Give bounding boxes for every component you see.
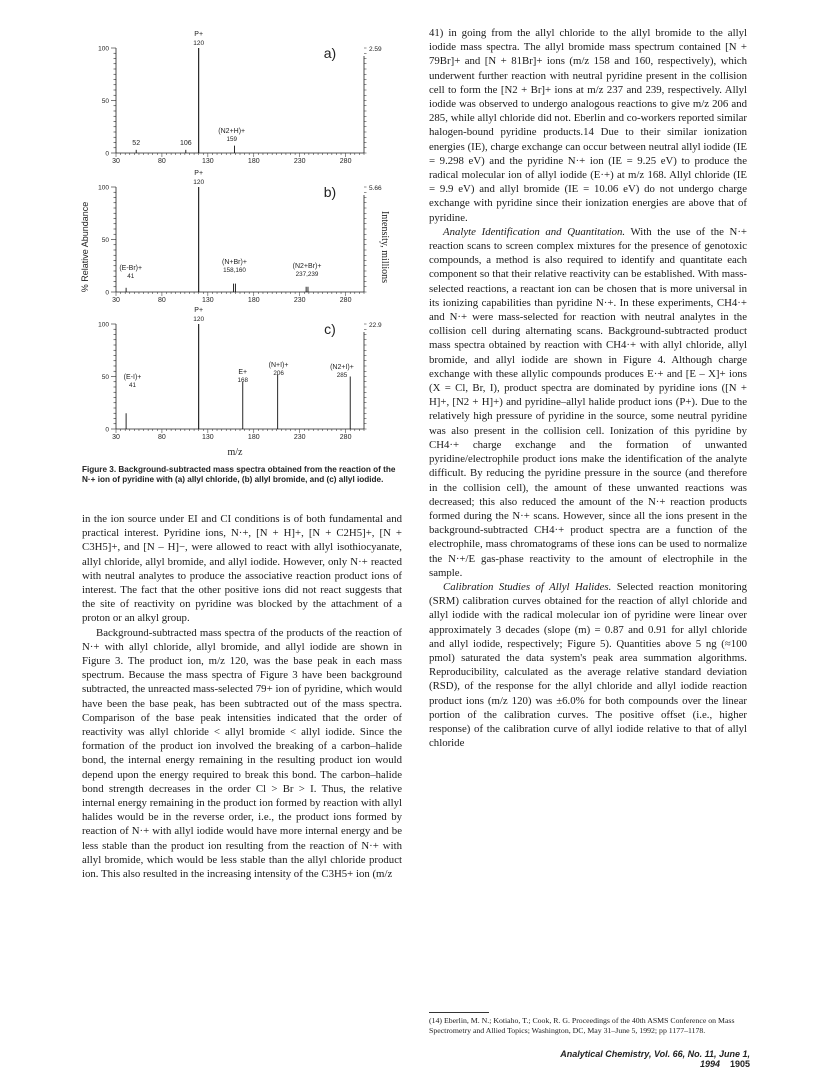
x-axis-label: m/z — [227, 447, 243, 458]
peak-annotation: (E-Br)+ — [119, 265, 143, 272]
x-tick-label: 180 — [247, 158, 260, 165]
peak-annotation: (N2+I)+ — [330, 364, 354, 371]
peak-annotation: (E-I)+ — [123, 374, 142, 381]
y-tick-label: 50 — [101, 237, 109, 244]
figure-caption: Figure 3. Background-subtracted mass spectra obtained from the reaction of the N·+ ion of pyridine with (a) allyl chloride, (b) allyl bromide, and (c) allyl iodide. — [82, 465, 396, 485]
x-tick-label: 130 — [202, 158, 214, 165]
paragraph — [429, 26, 747, 225]
panel-letter: a) — [323, 45, 337, 61]
y-axis-label: % Relative Abundance — [80, 201, 90, 293]
left-column — [82, 512, 402, 881]
peak-annotation: (N2+Br)+ — [292, 263, 322, 270]
y-tick-label: 50 — [101, 374, 109, 381]
y-tick-label: 100 — [98, 45, 109, 53]
x-tick-label: 280 — [339, 297, 352, 304]
figure-3 — [82, 22, 402, 462]
base-peak-label: P+ — [194, 31, 204, 38]
x-tick-label: 130 — [202, 297, 214, 304]
intensity-scale: 5.66 — [369, 185, 382, 192]
paragraph: in the ion source under EI and CI conditions is of both fundamental and practical interest. Pyridine ions, N·+, [N + H]+, [N + C2H5]+, [N + C3H5]+, and [N – H]−, were allowed to react with allyl isothiocyanate, allyl chloride, allyl bromide, and allyl iodide. However, only N·+ reacted with neutral analytes to produce the associative reaction product ions of interest. The fact that the other positive ions did not react suggests that the site of reactivity on pyridine was blocked by the attachment of a proton or an alkyl group. — [82, 513, 402, 625]
y-tick-label: 50 — [101, 98, 109, 105]
peak-annotation: (N2+H)+ — [218, 128, 246, 135]
page-number: 1905 — [729, 1059, 750, 1069]
x-tick-label: 80 — [158, 434, 166, 441]
base-peak-mz: 120 — [193, 40, 205, 47]
x-tick-label: 80 — [158, 297, 166, 304]
y-tick-label: 100 — [98, 321, 109, 329]
x-tick-label: 280 — [339, 158, 352, 165]
y-tick-label: 100 — [98, 184, 109, 192]
x-tick-label: 30 — [112, 158, 120, 165]
x-tick-label: 130 — [202, 434, 214, 441]
paragraph-body: With the use of the N·+ reaction scans to screen complex mixtures for the presence of genotoxic compounds, a method is also required to identify and quantitate each component so that their relative reactivity can be established. With mass-selected reactions, a reactant ion can be chosen that is more universal in its ionizing capabilities than pyridine N·+. In these experiments, CH4·+ and N·+ were mass-selected for reaction with neutral analytes in the collision cell during alternating scans. Background-subtracted product mass spectra obtained by reaction with CH4·+ with allyl chloride, allyl bromide, and allyl iodide are shown in Figure 4. Although charge exchange with these allylic compounds produces E·+ and [E – X]+ ions (X = Cl, Br, I), product spectra are dominated by pyridine ions ([N + H]+, [N2 + H]+) and pyridine–allyl halide product ions (P+). Due to the relatively high pressure of pyridine in the source, some neutral pyridine was also present in the collision cell. Ionization of this pyridine by CH4·+ charge exchange and the formation of unwanted pyridine/electrophile product ions make the identification of the analyte difficult. By reducing the pyridine pressure in the source (and therefore in the collision cell), the amount of these unwanted reactions was decreased; this also reduced the amount of the N·+ reaction products formed during the N·+ scans. However, since all the ions present in the background-subtracted CH4·+ product spectra are a function of the electrophile, mass chromatograms of these ions can be used to normalize the N·+/E gas-phase reactivity to the amount of electrophile in the sample. — [429, 225, 748, 579]
paragraph: Background-subtracted mass spectra of the products of the reaction of N·+ with allyl chloride, allyl bromide, and allyl iodide are shown in Figure 3. The product ion, m/z 120, was the base peak in each mass spectrum. Because the mass spectra of Figure 3 have been background subtracted, the unreacted mass-selected 79+ ion of pyridine, which would have been the base peak, has been subtracted out of the mass spectra. Comparison of the base peak intensities indicated that the order of reactivity was allyl chloride < allyl bromide < allyl iodide. Since the formation of the product ion involved the breaking of a carbon–halide bond, the internal energy remaining in the resulting product ion would depend upon the energy required to break this bond. The carbon–halide bond strength decreases in the order Cl > Br > I. Thus, the relative internal energy remaining in the product ion formed by reaction with allyl halides would be in the reverse order, i.e., the product ions formed by reaction of N·+ with allyl iodide would have more internal energy and be less stable than the product ion resulting from the reaction of N·+ with allyl bromide, which would be less stable than the allyl chloride product ion. This also resulted in the increasing intensity of the C3H5+ ion (m/z — [82, 626, 402, 881]
paragraph — [429, 225, 747, 580]
section-heading: Analyte Identification and Quantitation. — [443, 225, 626, 238]
x-tick-label: 180 — [247, 434, 260, 441]
peak-annotation-mz: 168 — [237, 377, 249, 384]
section-heading: Calibration Studies of Allyl Halides. — [443, 580, 612, 593]
x-tick-label: 230 — [293, 434, 306, 441]
panel-letter: c) — [324, 321, 336, 337]
x-tick-label: 80 — [158, 158, 166, 165]
y-tick-label: 0 — [105, 150, 109, 158]
y-tick-label: 0 — [105, 289, 109, 297]
x-tick-label: 230 — [293, 158, 306, 165]
x-tick-label: 230 — [293, 297, 306, 304]
panel-letter: b) — [323, 184, 337, 200]
x-tick-label: 280 — [339, 434, 352, 441]
paragraph-body: Selected reaction monitoring (SRM) calibration curves obtained for the reaction of allyl chloride and allyl iodide with the radical molecular ion of pyridine were linear over approximately 3 decades (slope (m) = 0.87 and 0.91 for allyl chloride and allyl iodide, respectively; Figure 5). Quantities above 5 ng (≈100 pmol) saturated the data system's peak area summation algorithms. Reproducibility, calculated as the average relative standard deviation (RSD), of the response for the allyl chloride and allyl iodide reaction product ions (m/z 120) was ±6.0% for both compounds over the linear portion of the calibration curves. The positive offset (i.e., higher response) of the calibration curve of allyl iodide relative to that of allyl chloride — [429, 580, 747, 750]
peak-annotation-mz: 41 — [127, 273, 135, 280]
peak-annotation-mz: 159 — [226, 136, 237, 143]
base-peak-label: P+ — [194, 307, 204, 314]
page-footer — [520, 1049, 750, 1069]
y-tick-label: 0 — [105, 426, 109, 434]
mass-spectra-figure — [82, 22, 402, 462]
footnote: (14) Eberlin, M. N.; Kotiaho, T.; Cook, R. G. Proceedings of the 40th ASMS Conference on Mass Spectrometry and Allied Topics; Washington, DC, May 31–June 5, 1992; pp 1177–1178. — [429, 1016, 735, 1035]
peak-annotation: E+ — [238, 369, 248, 376]
peak-annotation: 106 — [179, 140, 192, 147]
x-tick-label: 30 — [112, 297, 120, 304]
peak-annotation-mz: 206 — [273, 370, 284, 377]
base-peak-mz: 120 — [193, 316, 205, 323]
right-column — [429, 26, 747, 750]
intensity-scale: 22.9 — [369, 322, 382, 329]
peak-annotation: (N+Br)+ — [222, 259, 247, 266]
journal-citation: Analytical Chemistry, Vol. 66, No. 11, June 1, 1994 — [560, 1049, 750, 1069]
peak-annotation-mz: 285 — [336, 372, 348, 379]
base-peak-label: P+ — [194, 170, 204, 177]
peak-annotation-mz: 158,160 — [223, 267, 246, 274]
right-axis-label: Intensity, millions — [379, 210, 390, 284]
x-tick-label: 180 — [247, 297, 260, 304]
peak-annotation: (N+I)+ — [268, 362, 289, 369]
x-tick-label: 30 — [112, 434, 120, 441]
footnote-rule — [429, 1012, 489, 1013]
peak-annotation-mz: 237,239 — [295, 271, 319, 278]
base-peak-mz: 120 — [193, 179, 205, 186]
peak-annotation-mz: 41 — [129, 382, 137, 389]
paragraph — [429, 580, 747, 750]
intensity-scale: 2.59 — [369, 46, 382, 53]
peak-annotation: 52 — [132, 140, 141, 147]
paragraph-body: 41) in going from the allyl chloride to the allyl bromide to the allyl iodide mass spectra. The allyl bromide mass spectrum contained [N + 79Br]+ and [N + 81Br]+ ions (m/z 158 and 160, respectively), which underwent further reaction with neutral pyridine present in the collision cell to form the [N2 + Br]+ ions at m/z 237 and 239, respectively. Allyl iodide was observed to undergo analogous reactions to give m/z 206 and 285, while allyl chloride did not. Eberlin and co-workers reported similar halogen-bound pyridine products.14 Due to their similar ionization energies (IE), charge exchange can occur between neutral allyl iodide (IE = 9.298 eV) and the pyridine N·+ ion (IE = 9.25 eV) to produce the radical molecular ion of allyl iodide (E·+) at m/z 168. Allyl chloride (IE = 9.9 eV) and allyl bromide (IE = 10.06 eV) do not undergo charge exchange with pyridine since their ionization energies are above that of pyridine. — [429, 27, 747, 224]
